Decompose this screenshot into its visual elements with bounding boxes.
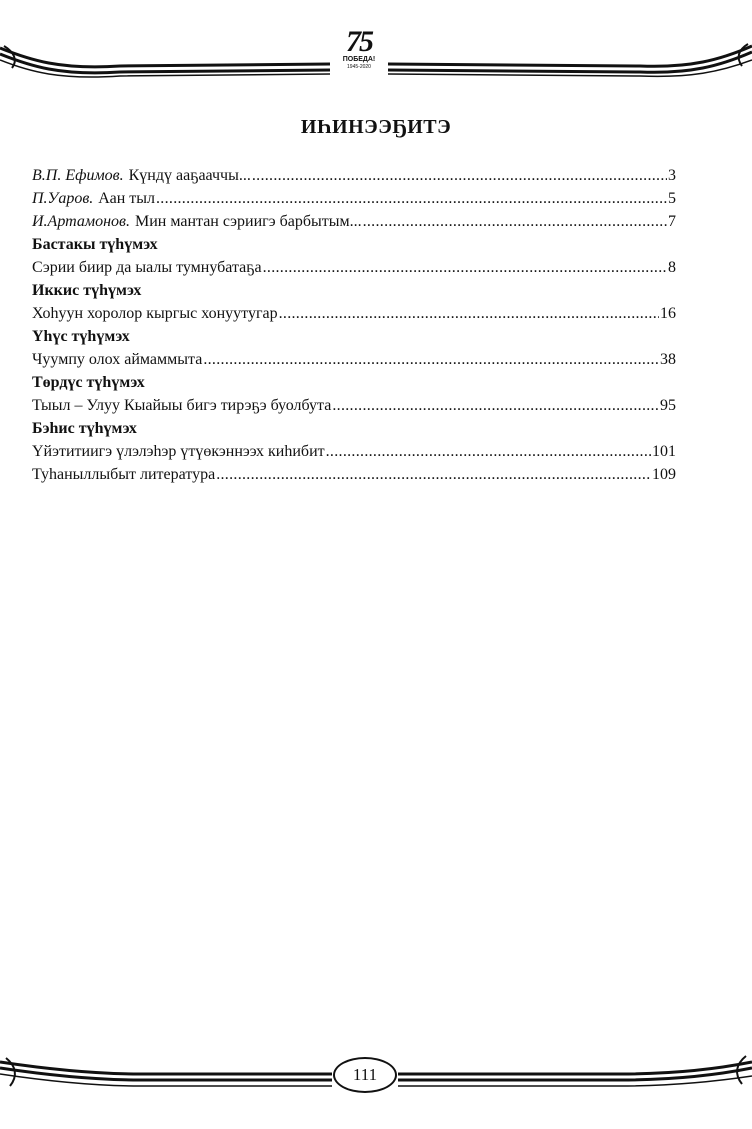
victory-75-logo: [333, 25, 385, 76]
page-title: ИҺИНЭЭҔИТЭ: [300, 116, 452, 138]
toc-section-heading: Үһүс түһүмэх: [32, 328, 130, 345]
toc-entry: [32, 164, 676, 187]
toc-entry-title: Туһаныллыбыт литература: [32, 466, 216, 483]
toc-entry-title: Үйэтитиигэ үлэлэһэр үтүөкэннээх киһибит: [32, 443, 325, 460]
toc-entry-author: И.Артамонов.: [32, 213, 130, 230]
toc-dot-leader: [203, 348, 659, 371]
toc-entry: [32, 256, 676, 279]
toc-dot-leader: [216, 463, 651, 486]
toc-dot-leader: [263, 256, 667, 279]
toc-entry-title: Чуумпу олох аймаммыта: [32, 351, 203, 368]
toc-entry: [32, 394, 676, 417]
toc-section-heading: Иккис түһүмэх: [32, 282, 142, 299]
toc-entry: [32, 187, 676, 210]
toc-entry-page: 5: [668, 190, 676, 207]
toc-dot-leader: [156, 187, 667, 210]
table-of-contents: [32, 164, 676, 486]
toc-entry-page: 38: [660, 351, 676, 368]
page-number: 111: [333, 1057, 397, 1093]
toc-entry-title: Күндү ааҕааччы...: [128, 167, 251, 184]
toc-entry-page: 7: [668, 213, 676, 230]
toc-entry: [32, 463, 676, 486]
toc-entry: [32, 302, 676, 325]
toc-entry-author: В.П. Ефимов.: [32, 167, 124, 184]
toc-entry-title: Тыыл – Улуу Кыайыы бигэ тирэҕэ буолбута: [32, 397, 332, 414]
toc-entry-title: Мин мантан сэриигэ барбытым...: [134, 213, 362, 230]
toc-entry-page: 16: [660, 305, 676, 322]
toc-entry-author: П.Уаров.: [32, 190, 94, 207]
toc-entry-page: 3: [668, 167, 676, 184]
logo-years: 1945-2020: [347, 64, 371, 70]
logo-word: ПОБЕДА!: [342, 56, 376, 63]
toc-entry-title: Сэрии биир да ыалы тумнубатаҕа: [32, 259, 262, 276]
toc-section-heading: Бэһис түһүмэх: [32, 420, 137, 437]
logo-number: 75: [346, 25, 372, 58]
toc-section-heading: Бастакы түһүмэх: [32, 236, 158, 253]
toc-dot-leader: [279, 302, 659, 325]
toc-entry: [32, 348, 676, 371]
toc-dot-leader: [326, 440, 651, 463]
toc-entry-page: 101: [652, 443, 676, 460]
toc-dot-leader: [252, 164, 667, 187]
toc-entry-title: Хоһуун хоролор кыргыс хонуутугар: [32, 305, 278, 322]
toc-entry-page: 109: [652, 466, 676, 483]
toc-entry-page: 95: [660, 397, 676, 414]
toc-section-heading: Төрдүс түһүмэх: [32, 374, 145, 391]
toc-entry: [32, 440, 676, 463]
toc-dot-leader: [363, 210, 667, 233]
toc-entry-page: 8: [668, 259, 676, 276]
toc-entry-title: Аан тыл: [98, 190, 155, 207]
toc-dot-leader: [332, 394, 659, 417]
toc-entry: [32, 210, 676, 233]
